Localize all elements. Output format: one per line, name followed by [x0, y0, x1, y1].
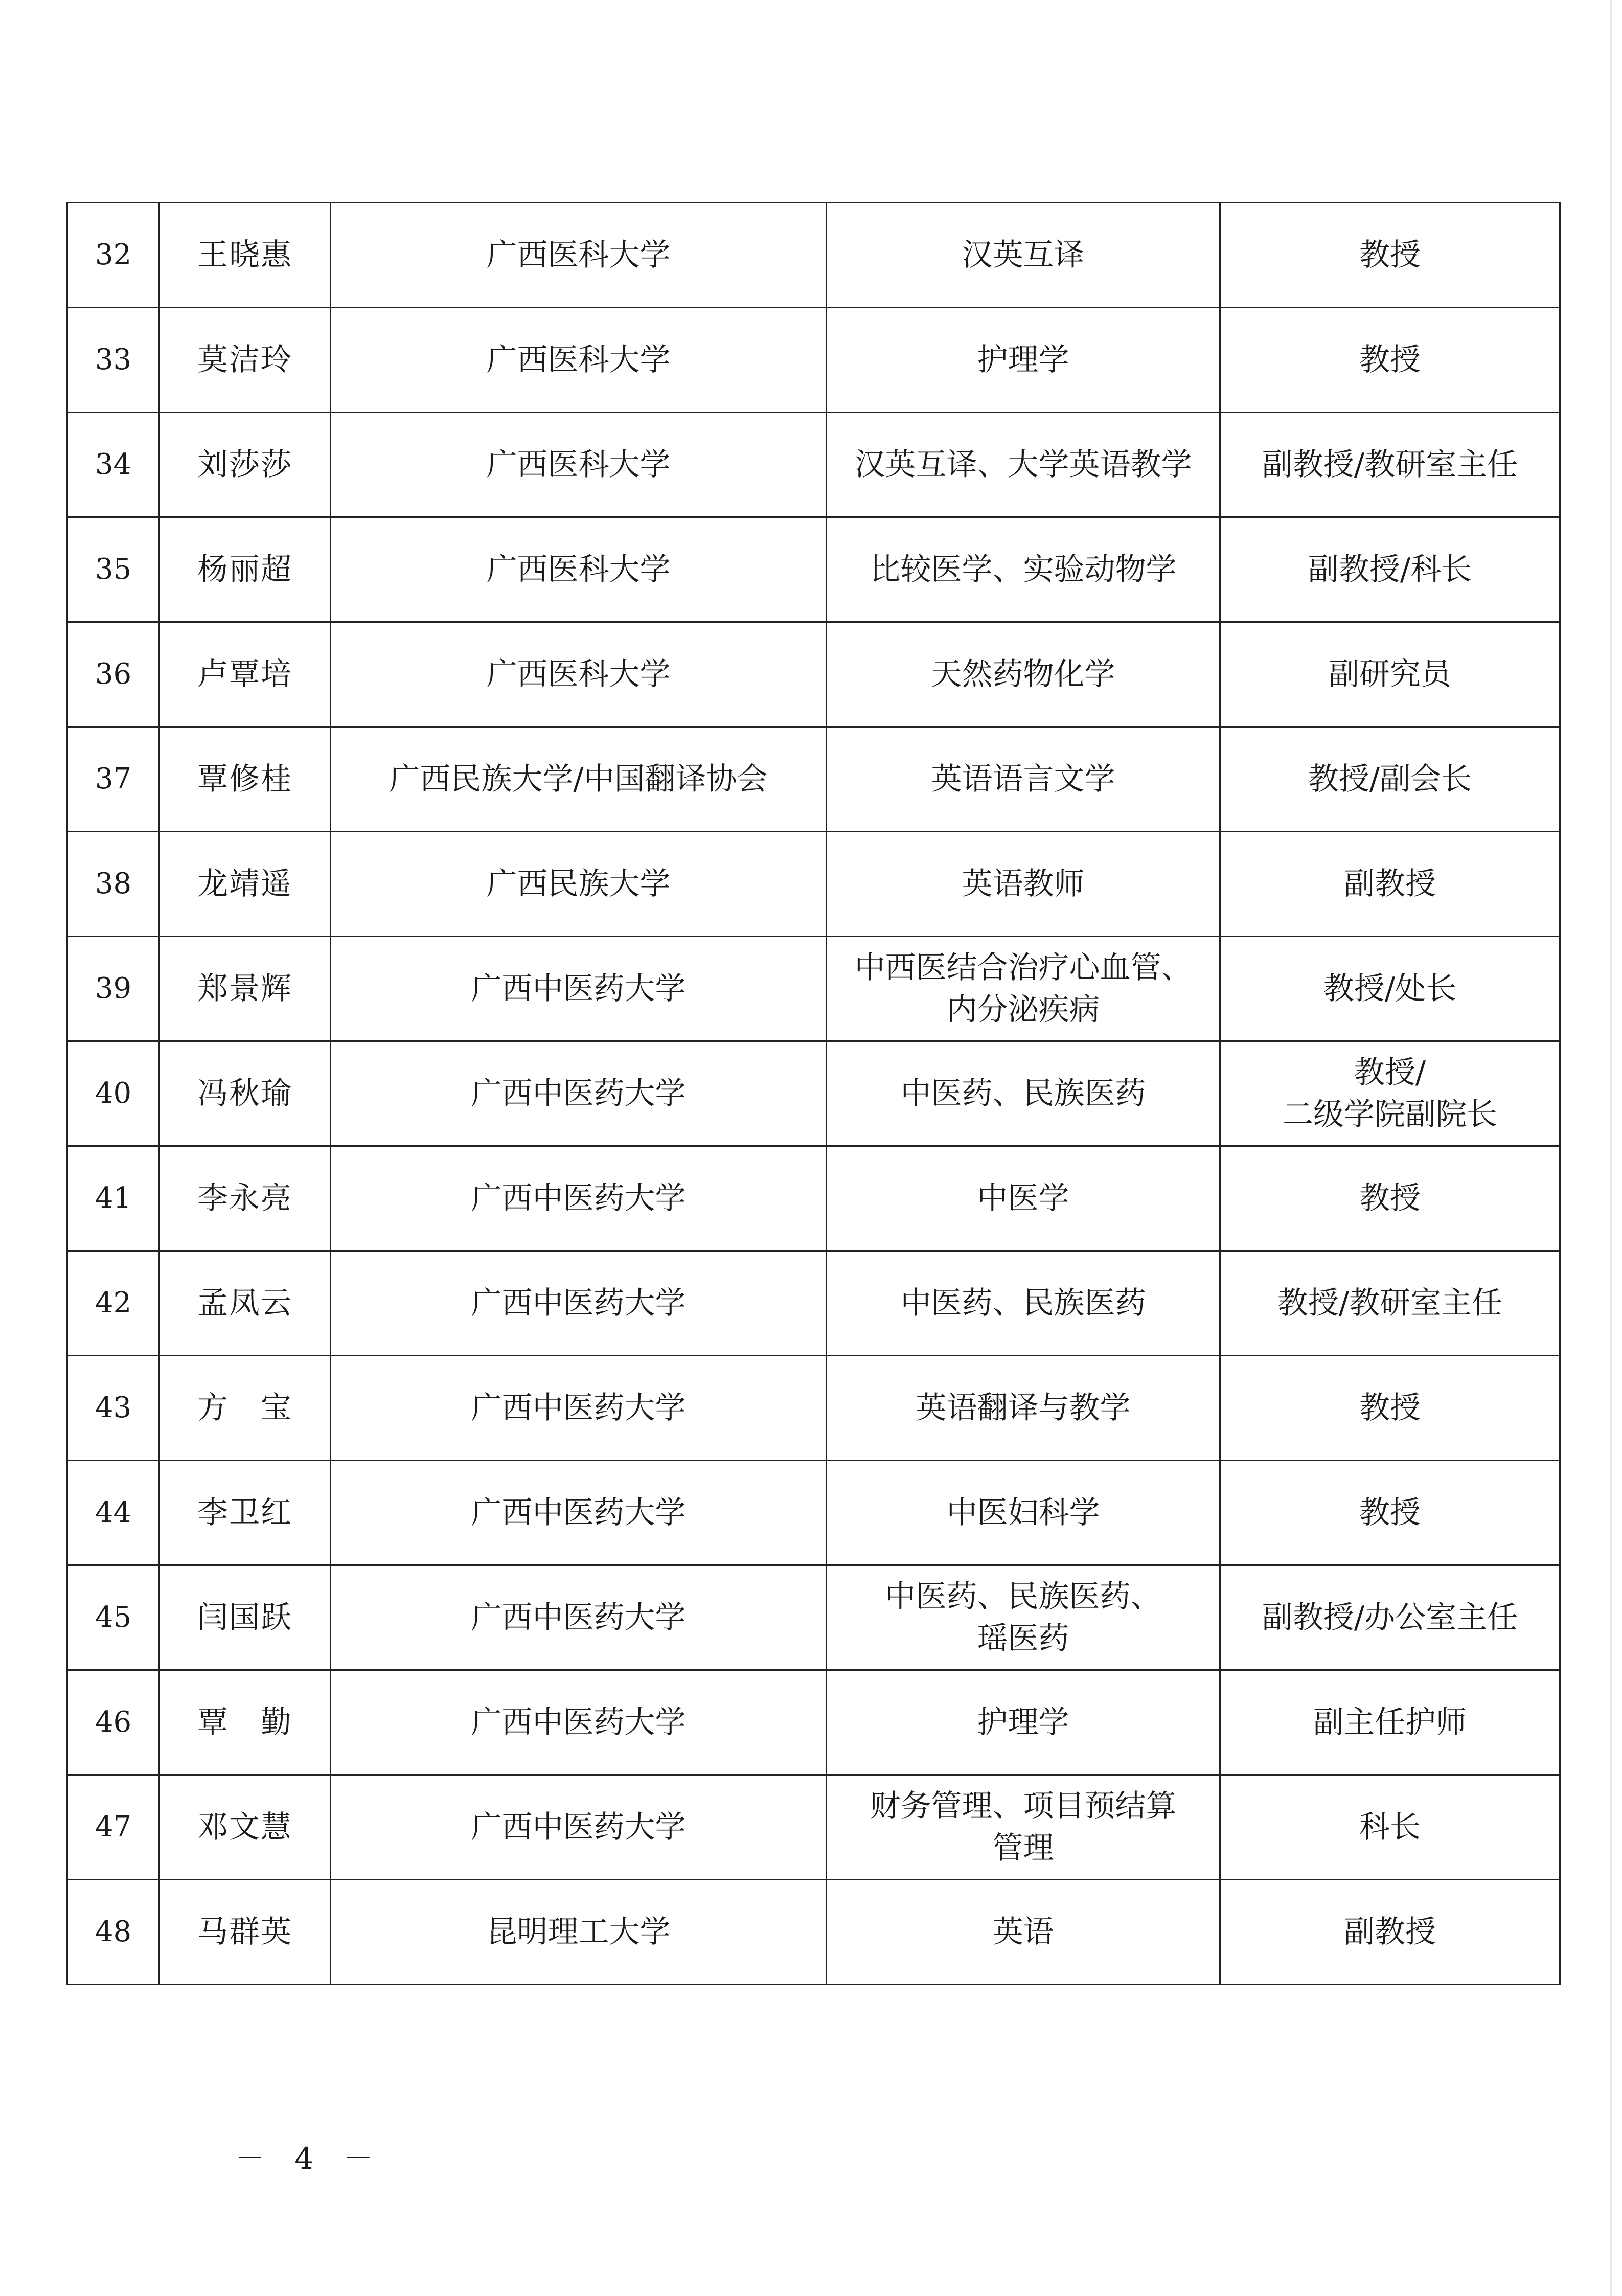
work-unit-cell: 广西中医药大学 [331, 937, 827, 1041]
specialty-field-cell-line: 中医药、民族医药、 [885, 1579, 1161, 1615]
row-number-cell: 41 [67, 1146, 159, 1251]
job-title-cell: 教授 [1220, 1146, 1560, 1251]
table-row [67, 1565, 1560, 1670]
specialty-field-cell-line: 瑶医药 [977, 1621, 1069, 1656]
table-row [67, 1041, 1560, 1146]
roster-table-body [67, 203, 1560, 1985]
job-title-cell: 副教授 [1220, 832, 1560, 937]
job-title-cell: 副教授/办公室主任 [1220, 1565, 1560, 1670]
specialty-field-cell: 护理学 [827, 308, 1220, 413]
work-unit-cell: 广西中医药大学 [331, 1775, 827, 1880]
table-row [67, 937, 1560, 1041]
person-name-cell: 卢覃培 [159, 622, 331, 727]
specialty-field-cell: 英语翻译与教学 [827, 1356, 1220, 1461]
specialty-field-cell-line: 管理 [992, 1830, 1054, 1866]
person-name-cell: 王晓惠 [159, 203, 331, 308]
job-title-cell: 教授 [1220, 203, 1560, 308]
job-title-cell: 教授/副会长 [1220, 727, 1560, 832]
specialty-field-cell-line: 财务管理、项目预结算 [870, 1788, 1177, 1824]
row-number-cell: 37 [67, 727, 159, 832]
person-name-cell: 孟凤云 [159, 1251, 331, 1356]
work-unit-cell: 广西医科大学 [331, 203, 827, 308]
work-unit-cell: 广西医科大学 [331, 517, 827, 622]
specialty-field-cell: 比较医学、实验动物学 [827, 517, 1220, 622]
work-unit-cell: 广西中医药大学 [331, 1565, 827, 1670]
specialty-field-cell: 汉英互译、大学英语教学 [827, 413, 1220, 517]
table-row [67, 832, 1560, 937]
job-title-cell: 教授 [1220, 1356, 1560, 1461]
row-number-cell: 46 [67, 1670, 159, 1775]
specialty-field-cell: 中医药、民族医药 [827, 1041, 1220, 1146]
person-name-cell: 邓文慧 [159, 1775, 331, 1880]
job-title-cell: 副主任护师 [1220, 1670, 1560, 1775]
work-unit-cell: 广西民族大学/中国翻译协会 [331, 727, 827, 832]
work-unit-cell: 广西中医药大学 [331, 1356, 827, 1461]
job-title-cell: 教授/处长 [1220, 937, 1560, 1041]
table-row [67, 308, 1560, 413]
work-unit-cell: 广西民族大学 [331, 832, 827, 937]
specialty-field-cell: 天然药物化学 [827, 622, 1220, 727]
work-unit-cell: 广西医科大学 [331, 622, 827, 727]
specialty-field-cell: 汉英互译 [827, 203, 1220, 308]
row-number-cell: 48 [67, 1880, 159, 1985]
job-title-cell: 副教授/教研室主任 [1220, 413, 1560, 517]
job-title-cell: 教授/教研室主任 [1220, 1251, 1560, 1356]
job-title-cell-line: 教授/ [1354, 1055, 1426, 1090]
table-row [67, 203, 1560, 308]
job-title-cell: 副教授/科长 [1220, 517, 1560, 622]
person-name-cell: 马群英 [159, 1880, 331, 1985]
job-title-cell-line: 二级学院副院长 [1283, 1097, 1497, 1132]
person-name-cell: 李卫红 [159, 1461, 331, 1565]
row-number-cell: 35 [67, 517, 159, 622]
row-number-cell: 32 [67, 203, 159, 308]
specialty-field-cell [827, 1565, 1220, 1670]
work-unit-cell: 广西中医药大学 [331, 1146, 827, 1251]
job-title-cell [1220, 1041, 1560, 1146]
person-name-cell: 冯秋瑜 [159, 1041, 331, 1146]
person-name-cell: 龙靖遥 [159, 832, 331, 937]
specialty-field-cell: 英语语言文学 [827, 727, 1220, 832]
person-name-cell: 李永亮 [159, 1146, 331, 1251]
table-row [67, 1251, 1560, 1356]
row-number-cell: 39 [67, 937, 159, 1041]
job-title-cell: 科长 [1220, 1775, 1560, 1880]
row-number-cell: 38 [67, 832, 159, 937]
specialty-field-cell-line: 内分泌疾病 [946, 992, 1100, 1028]
scan-page-edge [1610, 0, 1612, 2296]
expert-roster-table [66, 202, 1561, 1985]
row-number-cell: 36 [67, 622, 159, 727]
person-name-cell: 杨丽超 [159, 517, 331, 622]
person-name-cell: 莫洁玲 [159, 308, 331, 413]
row-number-cell: 42 [67, 1251, 159, 1356]
specialty-field-cell [827, 937, 1220, 1041]
row-number-cell: 34 [67, 413, 159, 517]
specialty-field-cell: 护理学 [827, 1670, 1220, 1775]
table-row [67, 517, 1560, 622]
specialty-field-cell: 中医药、民族医药 [827, 1251, 1220, 1356]
job-title-cell: 副研究员 [1220, 622, 1560, 727]
table-row [67, 413, 1560, 517]
specialty-field-cell: 中医妇科学 [827, 1461, 1220, 1565]
table-row [67, 1775, 1560, 1880]
table-row [67, 1146, 1560, 1251]
job-title-cell: 副教授 [1220, 1880, 1560, 1985]
table-row [67, 1670, 1560, 1775]
specialty-field-cell-line: 中西医结合治疗心血管、 [854, 950, 1192, 986]
specialty-field-cell: 英语教师 [827, 832, 1220, 937]
row-number-cell: 33 [67, 308, 159, 413]
row-number-cell: 40 [67, 1041, 159, 1146]
person-name-cell: 闫国跃 [159, 1565, 331, 1670]
specialty-field-cell [827, 1775, 1220, 1880]
table-row [67, 727, 1560, 832]
work-unit-cell: 广西中医药大学 [331, 1670, 827, 1775]
person-name-cell: 刘莎莎 [159, 413, 331, 517]
row-number-cell: 45 [67, 1565, 159, 1670]
person-name-cell: 覃 勤 [159, 1670, 331, 1775]
table-row [67, 1461, 1560, 1565]
specialty-field-cell: 英语 [827, 1880, 1220, 1985]
row-number-cell: 47 [67, 1775, 159, 1880]
person-name-cell: 郑景辉 [159, 937, 331, 1041]
row-number-cell: 43 [67, 1356, 159, 1461]
work-unit-cell: 广西中医药大学 [331, 1251, 827, 1356]
table-row [67, 1880, 1560, 1985]
work-unit-cell: 广西中医药大学 [331, 1041, 827, 1146]
work-unit-cell: 广西医科大学 [331, 308, 827, 413]
person-name-cell: 方 宝 [159, 1356, 331, 1461]
job-title-cell: 教授 [1220, 1461, 1560, 1565]
row-number-cell: 44 [67, 1461, 159, 1565]
specialty-field-cell: 中医学 [827, 1146, 1220, 1251]
work-unit-cell: 广西医科大学 [331, 413, 827, 517]
job-title-cell: 教授 [1220, 308, 1560, 413]
page-number: － 4 － [235, 2141, 383, 2176]
work-unit-cell: 昆明理工大学 [331, 1880, 827, 1985]
work-unit-cell: 广西中医药大学 [331, 1461, 827, 1565]
table-row [67, 622, 1560, 727]
person-name-cell: 覃修桂 [159, 727, 331, 832]
table-row [67, 1356, 1560, 1461]
